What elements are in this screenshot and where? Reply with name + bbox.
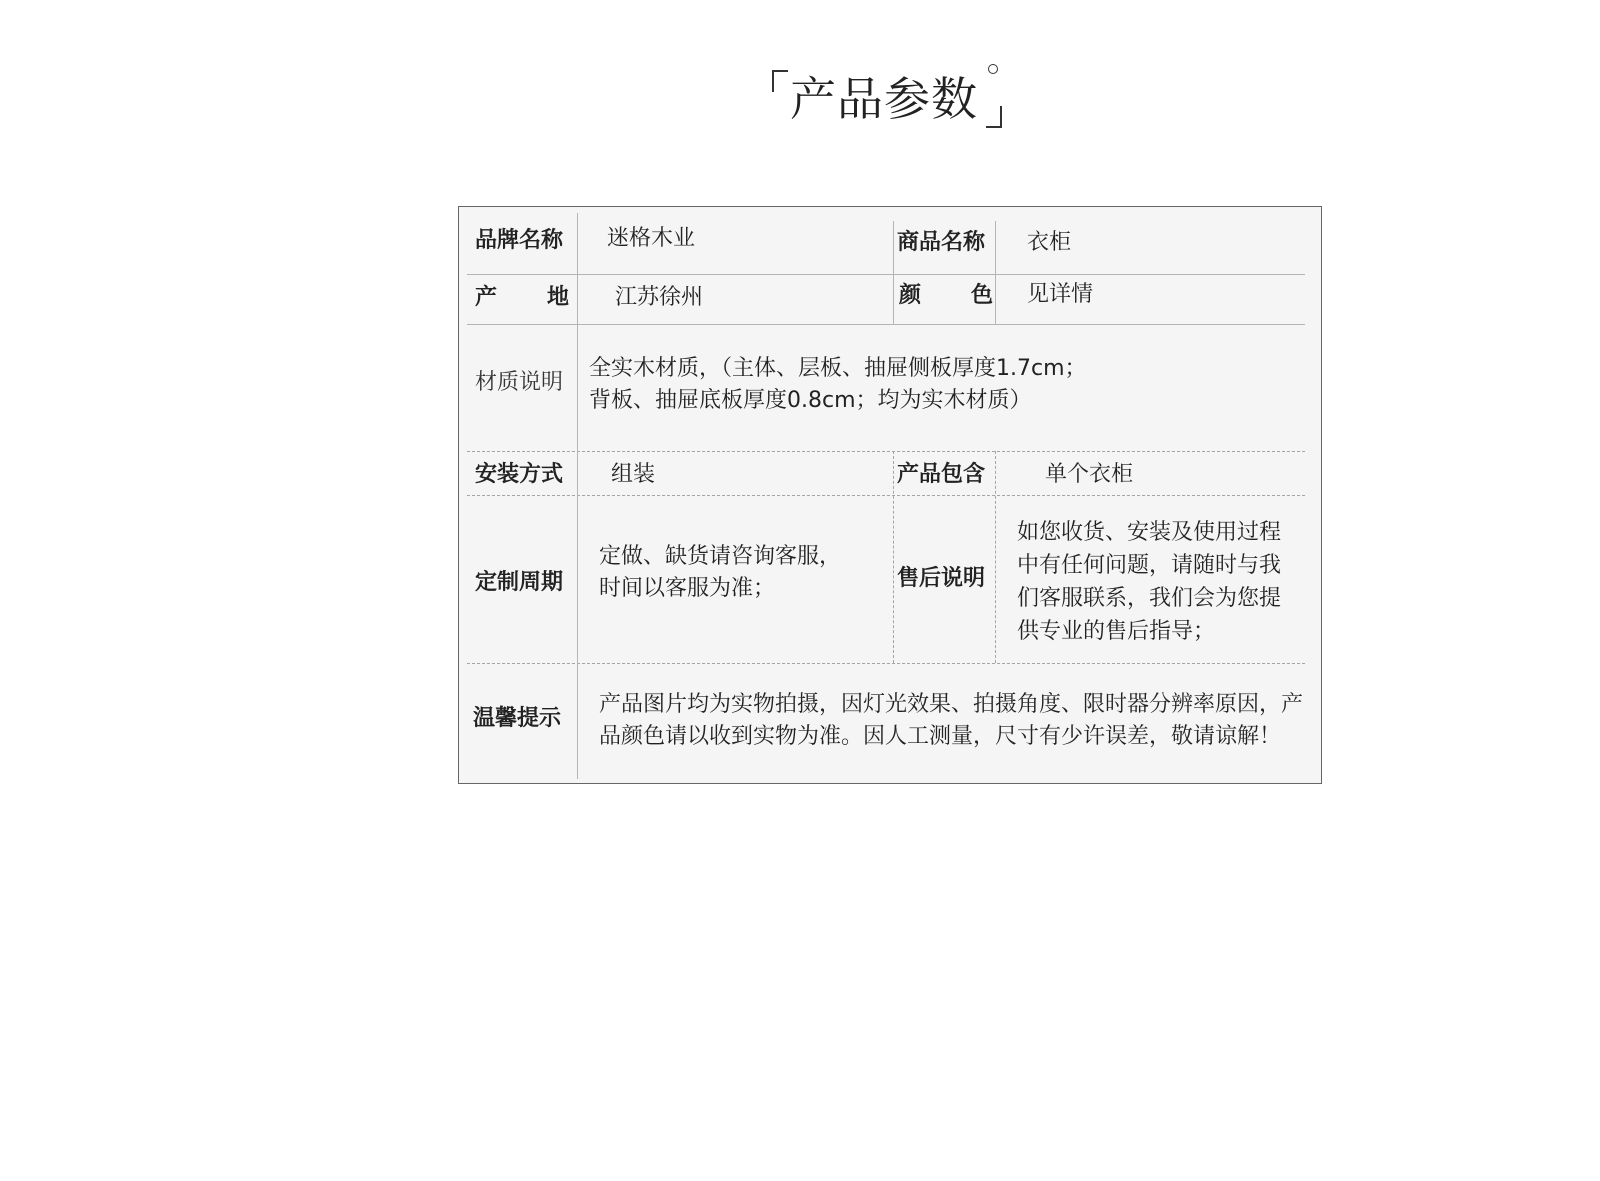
- row-divider: [467, 324, 1305, 325]
- column-divider: [893, 451, 894, 663]
- column-divider: [995, 221, 996, 325]
- origin-label-char: 产: [475, 285, 498, 310]
- column-divider: [577, 213, 578, 779]
- package-value: 单个衣柜: [1045, 462, 1134, 487]
- color-label-char: 颜: [899, 283, 922, 308]
- row-divider: [467, 663, 1305, 664]
- after-sales-line: 如您收货、安装及使用过程: [1017, 520, 1282, 545]
- material-label: 材质说明: [475, 370, 564, 395]
- title-bracket-close: [986, 106, 1002, 128]
- after-sales-label: 售后说明: [897, 566, 986, 591]
- origin-label-char: 地: [546, 285, 569, 310]
- column-divider: [893, 221, 894, 325]
- product-name-value: 衣柜: [1027, 230, 1072, 255]
- page-title: [770, 60, 1020, 140]
- install-value: 组装: [611, 462, 656, 487]
- row-divider: [467, 495, 1305, 496]
- material-line: 背板、抽屉底板厚度0.8cm；均为实木材质）: [589, 388, 1032, 413]
- origin-label: [475, 282, 569, 314]
- origin-value: 江苏徐州: [615, 285, 704, 310]
- column-divider: [995, 451, 996, 663]
- color-label-char: 色: [970, 283, 993, 308]
- color-value: 见详情: [1027, 282, 1094, 307]
- custom-cycle-label: 定制周期: [475, 570, 564, 595]
- product-name-label: 商品名称: [897, 230, 986, 255]
- after-sales-line: 们客服联系，我们会为您提: [1017, 586, 1282, 611]
- color-label: [899, 280, 993, 312]
- brand-label: 品牌名称: [475, 228, 564, 253]
- tips-line: 产品图片均为实物拍摄，因灯光效果、拍摄角度、限时器分辨率原因，产: [599, 692, 1304, 717]
- title-text: 产品参数: [790, 72, 978, 126]
- tips-line: 品颜色请以收到实物为准。因人工测量，尺寸有少许误差，敬请谅解！: [599, 724, 1282, 749]
- row-divider: [467, 451, 1305, 452]
- install-label: 安装方式: [475, 462, 564, 487]
- after-sales-line: 供专业的售后指导；: [1017, 619, 1216, 644]
- product-parameter-table: [458, 206, 1322, 784]
- row-divider: [467, 274, 1305, 275]
- package-label: 产品包含: [897, 462, 986, 487]
- after-sales-line: 中有任何问题，请随时与我: [1017, 553, 1282, 578]
- material-line: 全实木材质，（主体、层板、抽屉侧板厚度1.7cm；: [589, 356, 1087, 381]
- brand-value: 迷格木业: [607, 226, 696, 251]
- custom-cycle-line: 时间以客服为准；: [599, 576, 776, 601]
- title-bracket-open: [772, 70, 788, 92]
- custom-cycle-line: 定做、缺货请咨询客服，: [599, 544, 842, 569]
- title-degree-mark: [988, 64, 998, 74]
- tips-label: 温馨提示: [473, 706, 562, 731]
